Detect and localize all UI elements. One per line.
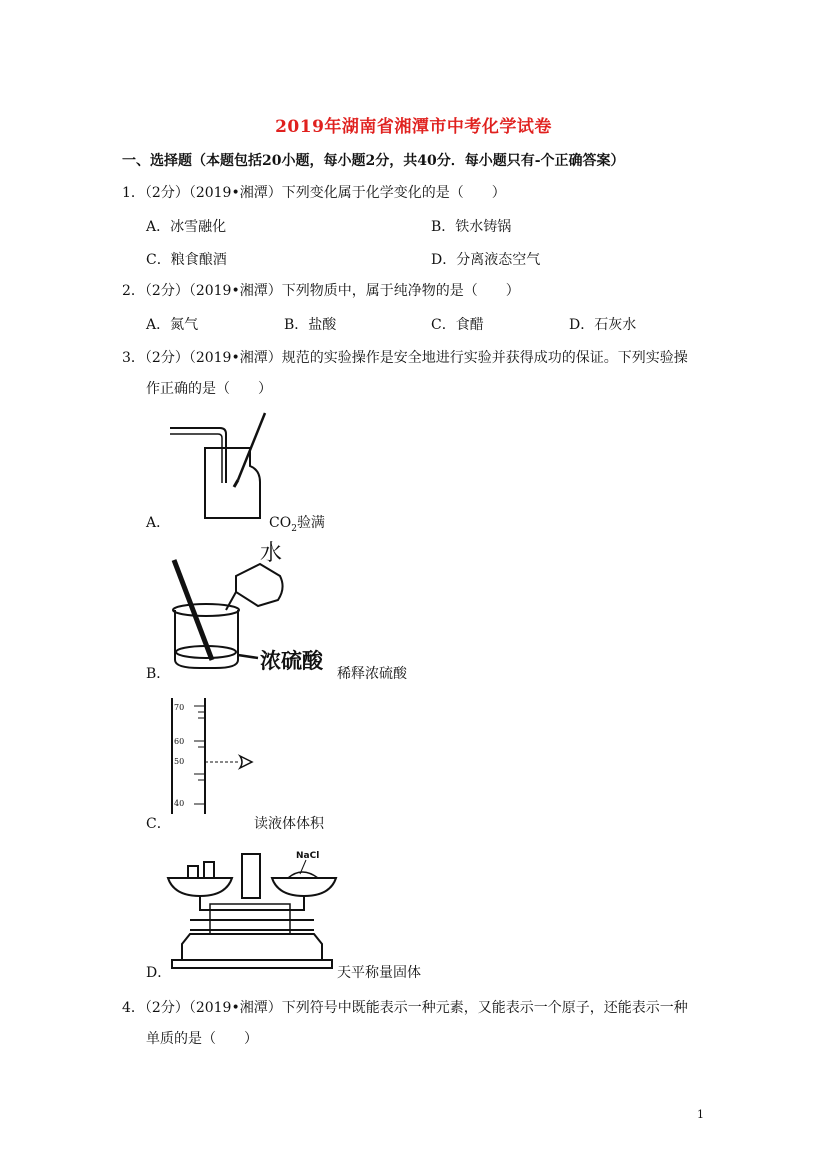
question-3-stem-line1: 3．（2分）（2019•湘潭）规范的实验操作是安全地进行实验并获得成功的保证。下列实验操	[122, 350, 688, 366]
page-number: 1	[697, 1108, 704, 1121]
q3-option-a-caption: $CO_2$验满	[269, 515, 325, 534]
nacl-label: NaCl	[296, 851, 320, 861]
dilution-figure	[160, 540, 335, 675]
q3-option-c-caption: 读液体体积	[254, 816, 324, 832]
graduated-cylinder-figure	[160, 696, 260, 816]
svg-text:60: 60	[174, 737, 185, 746]
q3-option-a-letter: A．	[146, 515, 171, 531]
q1-option-a: A．冰雪融化	[146, 219, 227, 235]
question-4-stem-line2: 单质的是（ ）	[146, 1031, 258, 1047]
question-1-stem: 1．（2分）（2019•湘潭）下列变化属于化学变化的是（ ）	[122, 185, 506, 201]
svg-text:50: 50	[174, 757, 185, 766]
q2-option-b: B．盐酸	[284, 317, 337, 333]
question-2-stem: 2．（2分）（2019•湘潭）下列物质中，属于纯净物的是（ ）	[122, 283, 520, 299]
svg-text:70: 70	[174, 703, 185, 712]
svg-text:40: 40	[174, 799, 185, 808]
q1-option-c: C．粮食酿酒	[146, 252, 227, 268]
question-3-stem-line2: 作正确的是（ ）	[146, 381, 272, 397]
sulfuric-acid-label: 浓硫酸	[260, 649, 323, 673]
q3-option-d-caption: 天平称量固体	[337, 965, 421, 981]
q3-option-d-letter: D．	[146, 965, 172, 981]
q3-option-b-letter: B．	[146, 666, 171, 682]
q2-option-c: C．食醋	[431, 317, 484, 333]
exam-title: 2019年湖南省湘潭市中考化学试卷	[275, 117, 552, 137]
q2-option-d: D．石灰水	[569, 317, 637, 333]
question-4-stem-line1: 4．（2分）（2019•湘潭）下列符号中既能表示一种元素，又能表示一个原子，还能表示一种	[122, 1000, 688, 1016]
section-heading: 一、选择题（本题包括20小题，每小题2分，共40分．每小题只有-个正确答案）	[122, 153, 625, 169]
q1-option-d: D．分离液态空气	[431, 252, 541, 268]
q2-option-a: A．氮气	[146, 317, 199, 333]
q1-option-b: B．铁水铸锅	[431, 219, 512, 235]
q3-option-b-caption: 稀释浓硫酸	[337, 666, 407, 682]
balance-figure	[160, 840, 340, 972]
q3-option-c-letter: C．	[146, 816, 171, 832]
water-label: 水	[260, 541, 283, 566]
co2-collection-figure	[160, 408, 280, 523]
